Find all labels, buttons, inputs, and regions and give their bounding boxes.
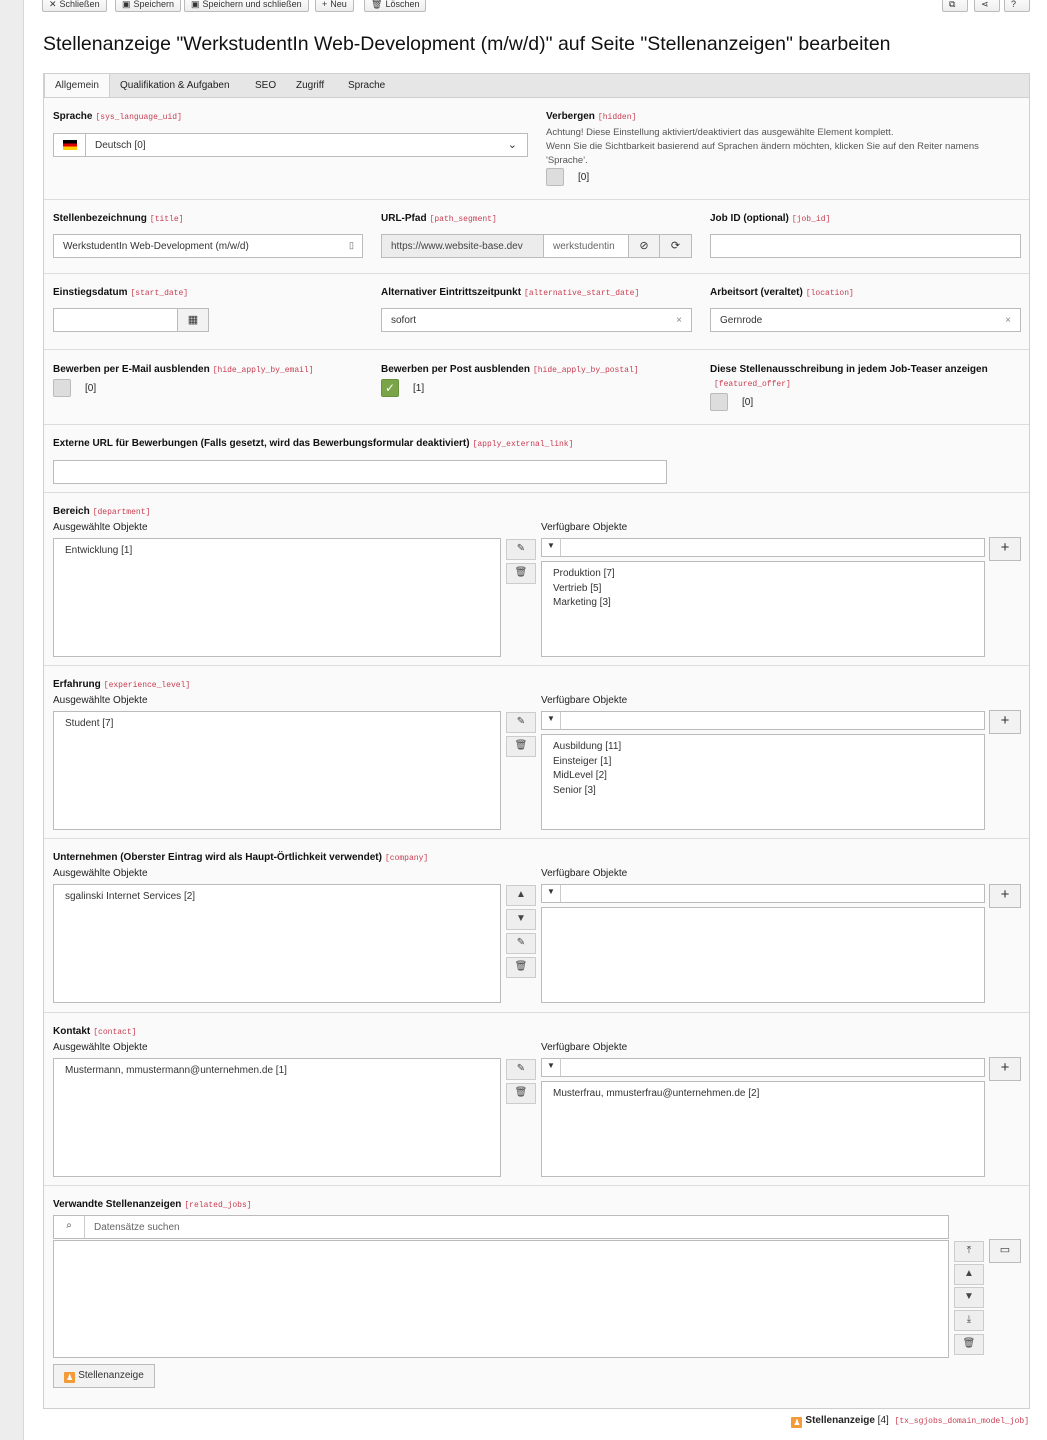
datepicker-button[interactable] (177, 308, 209, 332)
tab-qualifikation[interactable]: Qualifikation & Aufgaben (120, 80, 230, 91)
hide-post-checkbox[interactable] (381, 379, 399, 397)
filter-icon: ▼ (542, 885, 561, 902)
trash-icon: 🗑 (514, 961, 528, 972)
pencil-icon: ✎ (516, 716, 526, 727)
pencil-icon: ✎ (516, 1063, 526, 1074)
tab-sprache[interactable]: Sprache (348, 80, 386, 91)
tab-allgemein[interactable]: Allgemein (44, 73, 110, 98)
experience-selected-list[interactable] (53, 711, 501, 830)
company-available-list[interactable] (541, 907, 985, 1003)
verbergen-help-1: Achtung! Diese Einstellung aktiviert/deaktiviert das ausgewählte Element komplett. (546, 127, 894, 138)
move-bottom-button[interactable] (954, 1310, 984, 1331)
module-sidebar (0, 0, 24, 1440)
record-info: ♟ Stellenanzeige [4] [tx_sgjobs_domain_model_job] (793, 1415, 1029, 1427)
doc-header-toolbar (24, 0, 1047, 14)
divider (44, 1012, 1029, 1013)
help-icon: ? (1011, 0, 1017, 9)
available-objects-label: Verfügbare Objekte (541, 695, 628, 706)
trash-icon: 🗑 (514, 1087, 528, 1098)
divider (44, 199, 1029, 200)
selected-objects-label: Ausgewählte Objekte (53, 695, 148, 706)
language-flag (53, 133, 86, 157)
alt-start-label: Alternativer Eintrittszeitpunkt [alternative_start_date] (381, 287, 640, 298)
move-down-button[interactable] (506, 909, 536, 930)
contact-filter-input[interactable] (541, 1058, 985, 1077)
edit-button[interactable] (506, 1059, 536, 1080)
verbergen-help-3: 'Sprache'. (546, 155, 588, 166)
experience-label: Erfahrung [experience_level] (53, 679, 191, 690)
trash-icon: 🗑 (962, 1338, 976, 1349)
filter-icon: ▼ (542, 1059, 561, 1076)
search-icon: ⌕ (54, 1216, 85, 1238)
close-icon: ✕ (49, 0, 57, 9)
experience-available-list[interactable] (541, 734, 985, 830)
flag-de-icon (63, 140, 77, 150)
path-lock-button[interactable] (628, 234, 660, 258)
start-date-input[interactable] (53, 308, 178, 332)
sprache-label: Sprache [sys_language_uid] (53, 111, 182, 122)
verbergen-help-2: Wenn Sie die Sichtbarkeit basierend auf Sprachen ändern möchten, klicken Sie auf den Reiter namens (546, 141, 979, 152)
edit-button[interactable] (506, 712, 536, 733)
plus-icon: + (1000, 712, 1010, 729)
divider (44, 273, 1029, 274)
list-item[interactable]: Produktion [7] (553, 568, 615, 579)
selected-objects-label: Ausgewählte Objekte (53, 1042, 148, 1053)
hide-post-value: [1] (413, 383, 425, 394)
pencil-icon: ✎ (516, 543, 526, 554)
delete-button[interactable]: 🗑 Löschen (364, 0, 426, 12)
clear-icon[interactable]: × (676, 315, 682, 326)
verbergen-label: Verbergen [hidden] (546, 111, 637, 122)
list-item[interactable]: Musterfrau, mmusterfrau@unternehmen.de [2] (553, 1088, 760, 1099)
plus-icon: + (322, 0, 328, 9)
share-button[interactable] (974, 0, 1000, 12)
contact-available-list[interactable] (541, 1081, 985, 1177)
move-up-button[interactable] (954, 1264, 984, 1285)
remove-button[interactable] (506, 1083, 536, 1104)
list-item[interactable]: sgalinski Internet Services [2] (65, 891, 196, 902)
page-title: Stellenanzeige "WerkstudentIn Web-Development (m/w/d)" auf Seite "Stellenanzeigen" bearbeiten (43, 33, 891, 55)
move-top-button[interactable] (954, 1241, 984, 1262)
hide-email-checkbox[interactable] (53, 379, 71, 397)
featured-label: Diese Stellenausschreibung in jedem Job-Teaser anzeigen (710, 364, 988, 375)
remove-button[interactable] (506, 563, 536, 584)
calendar-icon: ▦ (187, 314, 199, 326)
hidden-checkbox[interactable] (546, 168, 564, 186)
featured-checkbox[interactable] (710, 393, 728, 411)
department-filter-input[interactable] (541, 538, 985, 557)
list-item[interactable]: Ausbildung [11] (553, 741, 622, 752)
path-label: URL-Pfad [path_segment] (381, 213, 497, 224)
divider (44, 1185, 1029, 1186)
refresh-icon: ⟳ (670, 240, 681, 252)
path-recalc-button[interactable] (659, 234, 692, 258)
folder-icon: ▭ (999, 1244, 1011, 1256)
hidden-value: [0] (578, 172, 590, 183)
arrow-up-icon: ▲ (516, 889, 526, 900)
plus-icon: + (1000, 886, 1010, 903)
new-button[interactable]: + Neu (315, 0, 354, 12)
arrow-bottom-icon: ⤓ (966, 1314, 972, 1325)
company-label: Unternehmen (Oberster Eintrag wird als Haupt-Örtlichkeit verwendet) [company] (53, 852, 429, 863)
external-window-icon: ⧉ (949, 0, 956, 9)
available-objects-label: Verfügbare Objekte (541, 868, 628, 879)
related-jobs-label: Verwandte Stellenanzeigen [related_jobs] (53, 1199, 252, 1210)
plus-icon: + (1000, 539, 1010, 556)
location-input[interactable]: Gernrode × (710, 308, 1021, 332)
browse-records-button[interactable] (989, 1239, 1021, 1263)
company-filter-input[interactable] (541, 884, 985, 903)
remove-button[interactable] (954, 1334, 984, 1355)
featured-value: [0] (742, 397, 754, 408)
list-item[interactable]: Mustermann, mmustermann@unternehmen.de [1] (65, 1065, 287, 1076)
move-down-button[interactable] (954, 1287, 984, 1308)
edit-button[interactable] (506, 933, 536, 954)
list-item[interactable]: MidLevel [2] (553, 770, 607, 782)
hide-post-label: Bewerben per Post ausblenden [hide_apply_by_postal] (381, 364, 639, 375)
path-segment-input[interactable]: werkstudentin (543, 234, 629, 258)
filter-icon: ▼ (542, 712, 561, 729)
job-id-label: Job ID (optional) [job_id] (710, 213, 831, 224)
hide-email-label: Bewerben per E-Mail ausblenden [hide_apply_by_email] (53, 364, 314, 375)
help-button[interactable] (1004, 0, 1030, 12)
tab-bar (43, 73, 1030, 97)
tab-seo[interactable]: SEO (255, 80, 277, 91)
external-url-label: Externe URL für Bewerbungen (Falls gesetzt, wird das Bewerbungsformular deaktiviert) [apply_external_link] (53, 438, 574, 449)
chevron-down-icon: ⌄ (507, 139, 517, 151)
department-label: Bereich [department] (53, 506, 151, 517)
save-close-icon: ▣ (191, 0, 200, 9)
company-selected-list[interactable] (53, 884, 501, 1003)
save-close-button[interactable]: ▣ Speichern und schließen (184, 0, 309, 12)
language-select[interactable]: Deutsch [0] ⌄ (85, 133, 528, 157)
arrow-down-icon: ▼ (516, 913, 526, 924)
form-panel (43, 97, 1030, 1409)
char-count-icon: ▯ (349, 240, 354, 250)
clear-icon[interactable]: × (1005, 315, 1011, 326)
share-icon: ⋖ (981, 0, 989, 9)
remove-button[interactable] (506, 736, 536, 757)
selected-objects-label: Ausgewählte Objekte (53, 522, 148, 533)
location-label: Arbeitsort (veraltet) [location] (710, 287, 854, 298)
alt-start-input[interactable]: sofort × (381, 308, 692, 332)
close-button[interactable]: ✕ Schließen (42, 0, 107, 12)
external-url-input[interactable] (53, 460, 667, 484)
remove-button[interactable] (506, 957, 536, 978)
title-input[interactable]: WerkstudentIn Web-Development (m/w/d) ▯ (53, 234, 363, 258)
list-item[interactable]: Senior [3] (553, 784, 596, 796)
add-button[interactable] (989, 537, 1021, 561)
arrow-top-icon: ⤒ (966, 1245, 972, 1256)
contact-label: Kontakt [contact] (53, 1026, 137, 1037)
save-icon: ▣ (122, 0, 131, 9)
trash-icon: 🗑 (514, 567, 528, 578)
featured-key: [featured_offer] (714, 380, 791, 389)
divider (44, 665, 1029, 666)
title-label: Stellenbezeichnung [title] (53, 213, 184, 224)
contact-selected-list[interactable] (53, 1058, 501, 1177)
plus-icon: + (1000, 1059, 1010, 1076)
divider (44, 492, 1029, 493)
checkmark-icon: ✓ (384, 381, 396, 395)
available-objects-label: Verfügbare Objekte (541, 1042, 628, 1053)
related-jobs-list[interactable] (53, 1240, 949, 1358)
selected-objects-label: Ausgewählte Objekte (53, 868, 148, 879)
list-item[interactable]: Marketing [3] (553, 597, 611, 609)
available-objects-label: Verfügbare Objekte (541, 522, 628, 533)
filter-icon: ▼ (542, 539, 561, 556)
edit-button[interactable] (506, 539, 536, 560)
job-record-icon: ♟ (66, 1373, 74, 1382)
department-available-list[interactable] (541, 561, 985, 657)
related-search-input[interactable]: ⌕ Datensätze suchen (53, 1215, 949, 1239)
add-job-record-button[interactable]: ♟ Stellenanzeige (53, 1364, 155, 1388)
arrow-up-icon: ▲ (964, 1268, 974, 1279)
list-item[interactable]: Entwicklung [1] (65, 545, 133, 556)
job-record-icon: ♟ (793, 1418, 801, 1427)
divider (44, 838, 1029, 839)
trash-icon: 🗑 (514, 740, 528, 751)
tab-zugriff[interactable]: Zugriff (296, 80, 325, 91)
open-new-window-button[interactable] (942, 0, 968, 12)
list-item[interactable]: Student [7] (65, 718, 114, 729)
path-prefix: https://www.website-base.dev (381, 234, 544, 258)
department-selected-list[interactable] (53, 538, 501, 657)
start-date-label: Einstiegsdatum [start_date] (53, 287, 189, 298)
arrow-down-icon: ▼ (964, 1291, 974, 1302)
job-id-input[interactable] (710, 234, 1021, 258)
divider (44, 349, 1029, 350)
move-up-button[interactable] (506, 885, 536, 906)
hide-email-value: [0] (85, 383, 97, 394)
lock-icon: ⊘ (639, 240, 649, 252)
list-item[interactable]: Einsteiger [1] (553, 755, 612, 767)
divider (44, 424, 1029, 425)
experience-filter-input[interactable] (541, 711, 985, 730)
trash-icon: 🗑 (371, 0, 383, 9)
save-button[interactable]: ▣ Speichern (115, 0, 181, 12)
add-button[interactable] (989, 884, 1021, 908)
pencil-icon: ✎ (516, 937, 526, 948)
add-button[interactable] (989, 1057, 1021, 1081)
list-item[interactable]: Vertrieb [5] (553, 582, 602, 594)
add-button[interactable] (989, 710, 1021, 734)
